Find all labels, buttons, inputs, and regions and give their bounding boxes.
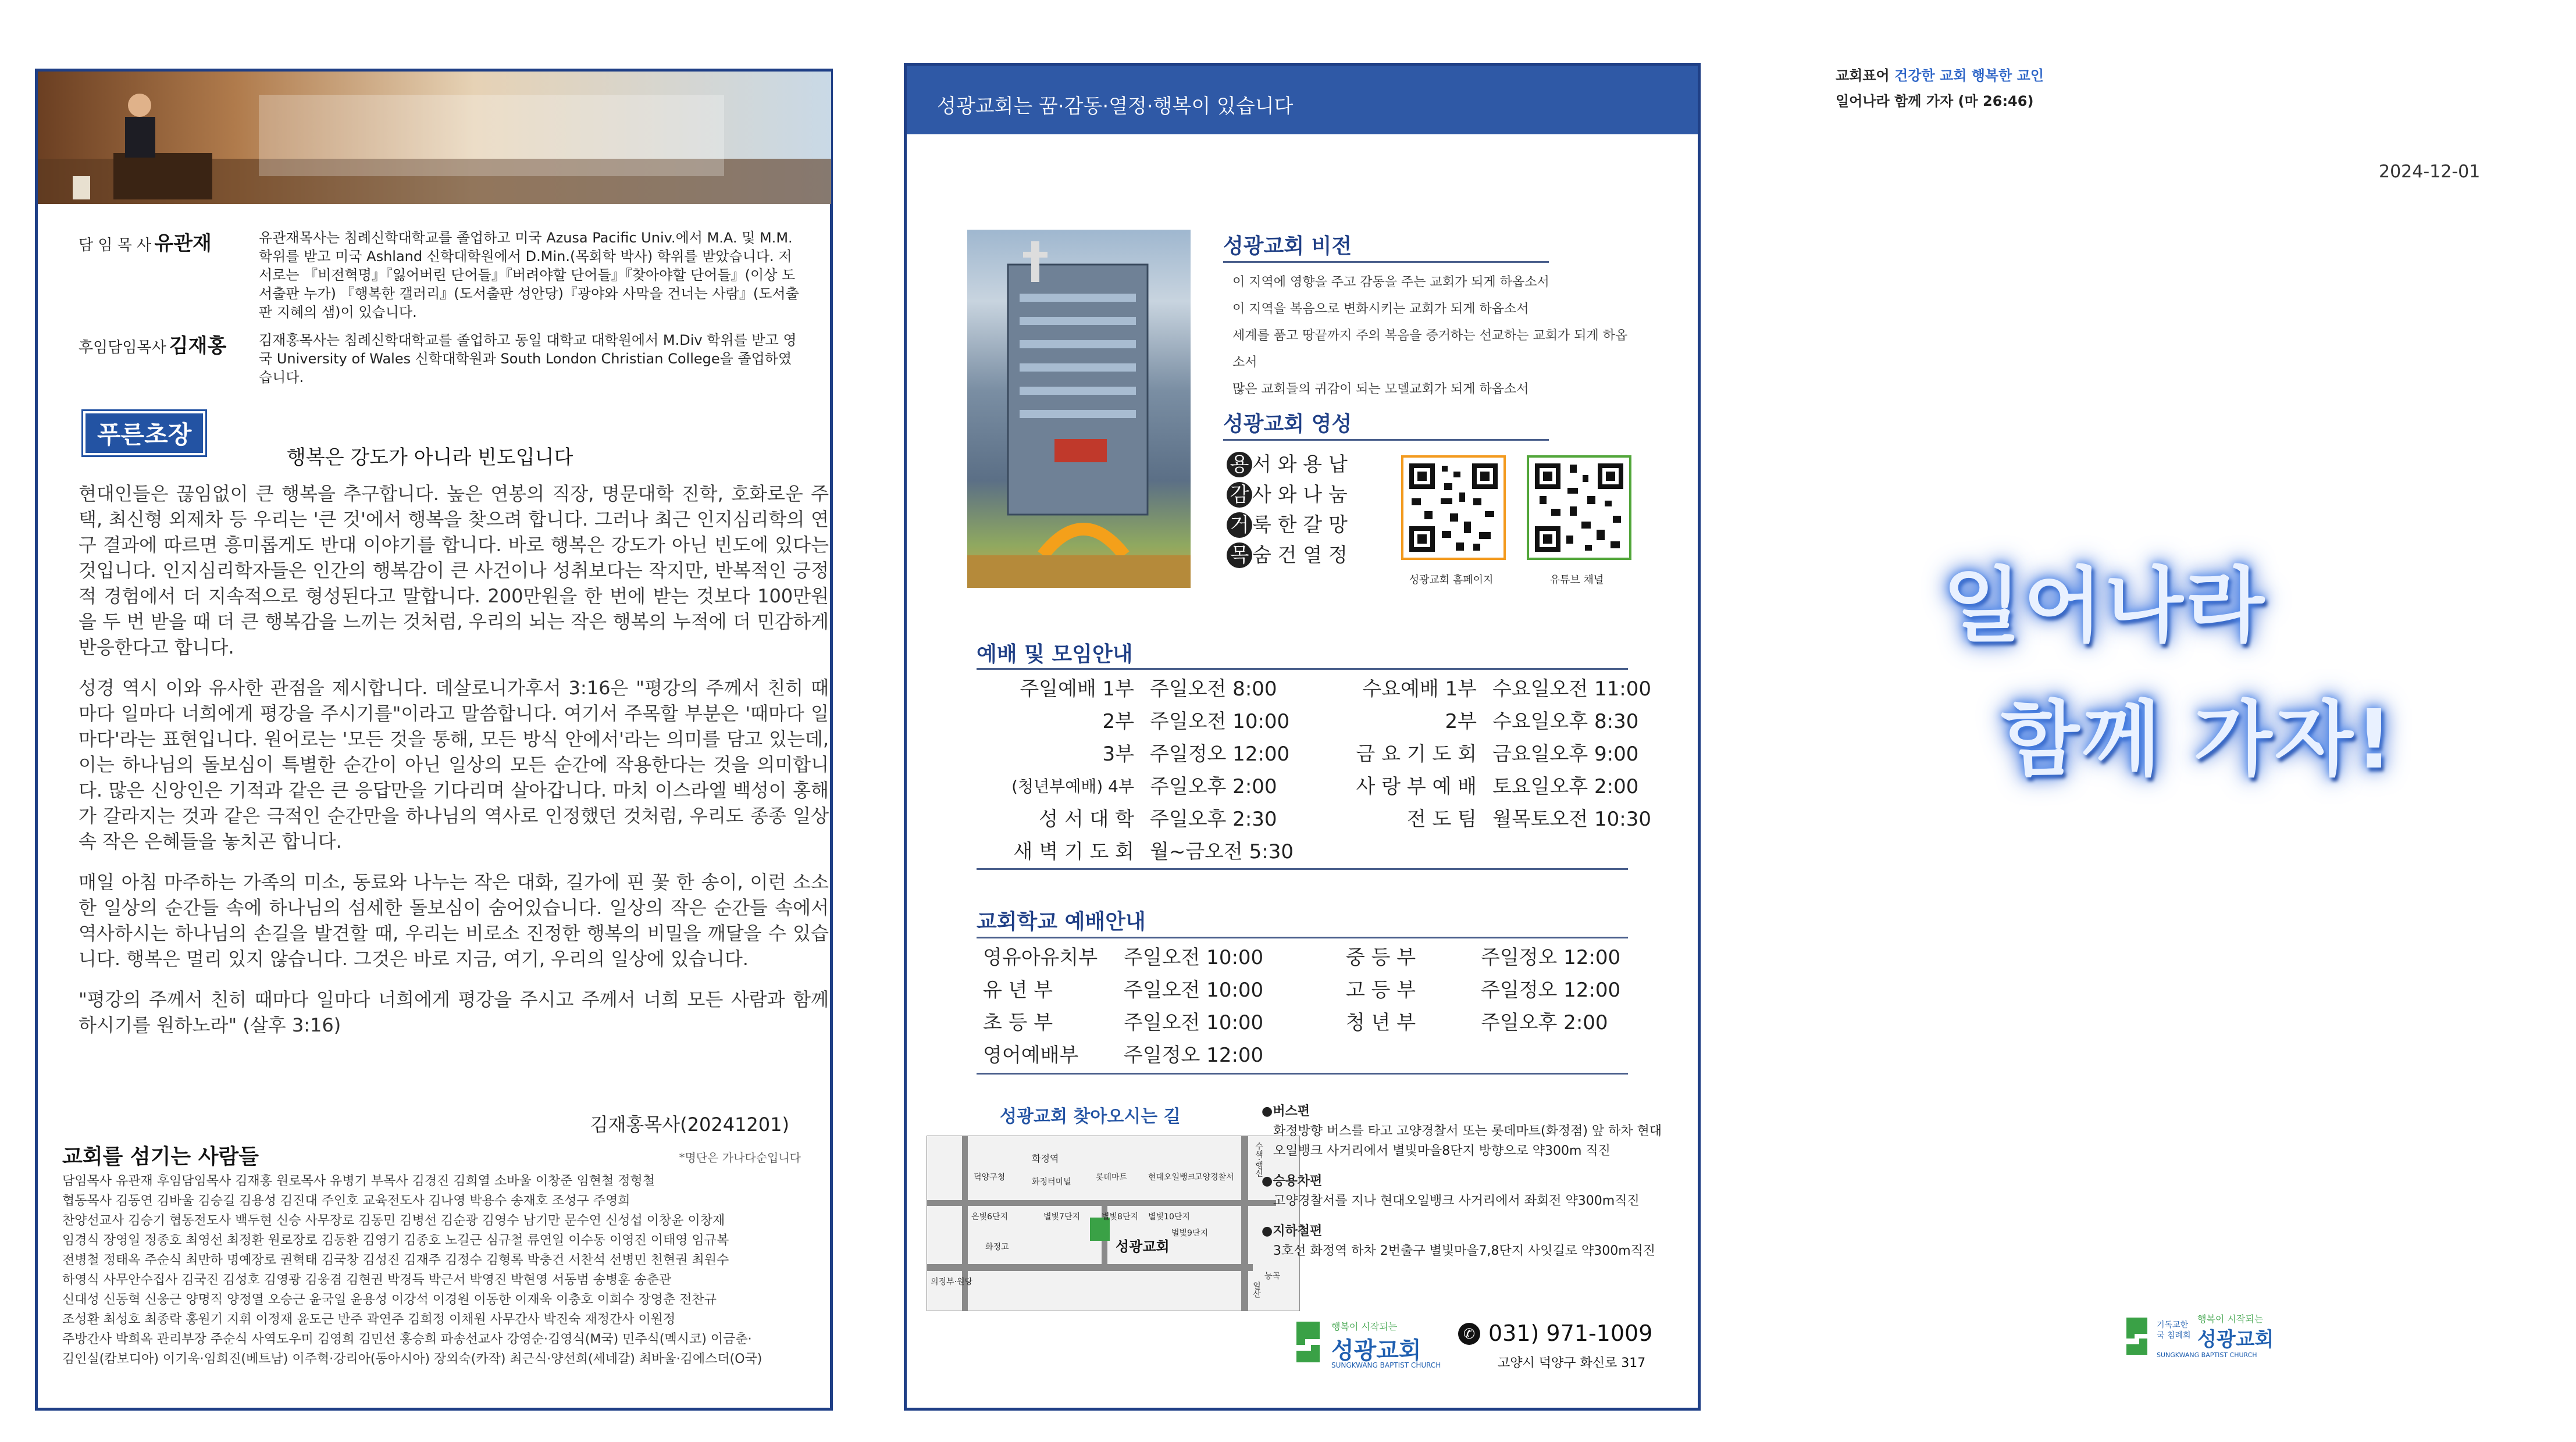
table-row	[982, 1039, 1621, 1072]
cell: 사 랑 부 예 배	[1356, 775, 1477, 798]
youtube-qr-label: 유튜브 채널	[1549, 574, 1604, 586]
cell: 수요일오전 11:00	[1492, 677, 1652, 701]
staff-line: 전병철 정태옥 주순식 최만하 명예장로 권혁태 김국창 김성진 김재주 김정수 김형록 박충건 서찬석 선병민 천현권 최원수	[62, 1253, 729, 1268]
essay-paragraph: 성경 역시 이와 유사한 관점을 제시합니다. 데살로니가후서 3:16은 "평강의 주께서 친히 때마다 일마다 너희에게 평강을 주시기를"이라고 말씀합니다. 여기서 주목할 부분은 '때마다 일마다'라는 표현입니다. 원어로는 '모든 것을 통해, 모든 방식 안에서'라는 의미를 담고 있는데, 이는 하나님의 돌보심이 특별한 순간이 아닌 일상의 모든 순간에 작용한다는 것을 의미합니다. 많은 신앙인은 기적과 같은 큰 응답만을 기다리며 살아갑니다. 마치 이스라엘 백성이 홍해가 갈라지는 것과 같은 극적인 순간만을 하나님의 역사로 인정했던 것처럼, 우리도 종종 일상 속 작은 은혜들을 놓치곤 합니다.	[79, 677, 829, 852]
directions-text	[1262, 1102, 1663, 1261]
map-label: 능곡	[1264, 1272, 1281, 1281]
subway-text: 3호선 화정역 하차 2번출구 별빛마을7,8단지 사잇길로 약300m직진	[1273, 1244, 1656, 1258]
map-label: 현대오일뱅크	[1148, 1173, 1196, 1182]
spirit-title: 성광교회 영성	[1223, 412, 1352, 436]
table-row	[982, 1006, 1621, 1039]
spirit-char: 감	[1227, 482, 1252, 508]
successor-label: 후임담임목사	[79, 339, 166, 356]
motto-prefix: 교회표어	[1836, 67, 1890, 84]
school-rule-top	[977, 937, 1628, 938]
pastor-bio: 유관재목사는 침례신학대학교를 졸업하고 미국 Azusa Pacific Univ.에서 M.A. 및 M.M. 학위를 받고 미국 Ashland 신학대학원에서 D.Min.(목회학 박사) 학위를 받았습니다. 저서로는 『비전혁명』『잃어버린 단어들』『버려야할 단어들』『찾아야할 단어들』(이상 도서출판 누가) 『행복한 갤러리』(도서출판 성안당)『광야와 사막을 건너는 사람』(도서출판 지혜의 샘)이 있습니다.	[259, 230, 799, 320]
map-label: 화정터미널	[1032, 1177, 1071, 1187]
worship-rule-top	[977, 668, 1628, 670]
map-label: 수색·행신	[1254, 1142, 1263, 1177]
cell: 주일오전 8:00	[1150, 677, 1277, 701]
cell: 월목토오전 10:30	[1492, 808, 1652, 831]
footer-logo-english: SUNGKWANG BAPTIST CHURCH	[2157, 1351, 2257, 1359]
map-label: 별빛10단지	[1148, 1212, 1190, 1222]
staff-line: 조성환 최성호 최종락 홍원기 지휘 이정재 윤도근 반주 곽연주 김희정 이채원 사무간사 박진숙 재정간사 이원정	[62, 1312, 676, 1327]
vision-list	[1232, 269, 1628, 403]
school-title: 교회학교 예배안내	[977, 910, 1146, 934]
cell: 청 년 부	[1346, 1011, 1416, 1034]
staff-line: 하영식 사무안수집사 김국진 김성호 김영광 김웅겸 김현권 박경득 박근서 박영진 박현영 서동범 송병훈 송춘관	[62, 1273, 672, 1287]
cell: 금 요 기 도 회	[1356, 743, 1477, 766]
vision-item: 이 지역에 영향을 주고 감동을 주는 교회가 되게 하옵소서	[1232, 275, 1549, 290]
pastor-column-panel	[35, 69, 833, 1411]
youtube-qr-code[interactable]	[1527, 455, 1631, 560]
vision-item: 이 지역을 복음으로 변화시키는 교회가 되게 하옵소서	[1232, 302, 1529, 316]
essay-title: 행복은 강도가 아니라 빈도입니다	[287, 446, 573, 469]
essay-body	[79, 481, 829, 1053]
essay-paragraph: 매일 아침 마주하는 가족의 미소, 동료와 나누는 작은 대화, 길가에 핀 꽃 한 송이, 이런 소소한 일상의 순간들 속에 하나님의 섬세한 돌보심이 숨어있습니다. 일상의 작은 순간들 속에서 역사하시는 하나님의 손길을 발견할 때, 우리는 비로소 진정한 행복의 비밀을 깨달을 수 있습니다. 행복은 멀리 있지 않습니다. 그것은 바로 지금, 여기, 우리의 일상에 있습니다.	[79, 871, 829, 970]
table-row	[977, 738, 1652, 770]
vision-item: 많은 교회들의 귀감이 되는 모델교회가 되게 하옵소서	[1232, 382, 1529, 397]
church-logo-icon	[1291, 1316, 1326, 1368]
spirit-text: 사 와 나 눔	[1252, 483, 1348, 506]
bus-title: ●버스편	[1262, 1104, 1310, 1119]
cell: 영어예배부	[983, 1044, 1079, 1067]
logo-english: SUNGKWANG BAPTIST CHURCH	[1331, 1361, 1441, 1369]
subway-title: ●지하철편	[1262, 1224, 1323, 1238]
staff-line: 담임목사 유관재 후임담임목사 김재홍 원로목사 유병기 부목사 김경진 김희열 소바울 이창준 임현철 정형철	[62, 1174, 655, 1188]
school-table	[982, 941, 1621, 1072]
car-text: 고양경찰서를 지나 현대오일뱅크 사거리에서 좌회전 약300m직진	[1273, 1194, 1640, 1208]
map-label: 의정부·원당	[931, 1277, 973, 1287]
cell	[1325, 836, 1492, 868]
cell: 금요일오후 9:00	[1492, 743, 1639, 766]
map-label: 화정역	[1032, 1153, 1059, 1164]
location-map[interactable]	[927, 1136, 1300, 1311]
cell: 주일오후 2:00	[1150, 775, 1277, 798]
cell: 주일오전 10:00	[1124, 1011, 1264, 1034]
panel-header: 성광교회는 꿈·감동·열정·행복이 있습니다	[907, 66, 1698, 134]
homepage-qr-label: 성광교회 홈페이지	[1409, 574, 1494, 586]
cell	[1345, 1039, 1480, 1072]
cell: (청년부예배) 4부	[1011, 777, 1134, 796]
cell	[1492, 836, 1652, 868]
spirit-char: 목	[1227, 542, 1252, 568]
cell: 주일정오 12:00	[1150, 743, 1290, 766]
church-address: 고양시 덕양구 화신로 317	[1498, 1356, 1646, 1370]
cell: 유 년 부	[983, 979, 1053, 1002]
worship-title: 예배 및 모임안내	[977, 643, 1133, 666]
spirit-text: 룩 한 갈 망	[1252, 513, 1348, 537]
cell: 주일예배 1부	[1020, 677, 1134, 701]
pastor-label: 담 임 목 사	[79, 237, 152, 254]
phone-icon: ✆	[1458, 1323, 1480, 1345]
spirit-row	[1227, 540, 1348, 570]
essay-signature: 김재홍목사(20241201)	[590, 1113, 789, 1136]
map-label: 덕양구청	[974, 1173, 1006, 1182]
cell: 주일오전 10:00	[1150, 710, 1290, 733]
directions-title: 성광교회 찾아오시는 길	[1000, 1107, 1181, 1127]
map-road	[927, 1264, 1253, 1271]
cell: 중 등 부	[1346, 946, 1416, 969]
spirit-rule	[1223, 439, 1549, 441]
spirit-list	[1227, 449, 1348, 570]
cell: 주일정오 12:00	[1124, 1044, 1264, 1067]
spirit-row	[1227, 449, 1348, 480]
church-building-photo	[967, 230, 1191, 588]
spirit-row	[1227, 480, 1348, 510]
phone-number[interactable]: 031) 971-1009	[1488, 1320, 1653, 1346]
bus-text: 화정방향 버스를 타고 고양경찰서 또는 롯데마트(화정점) 앞 하차 현대오일뱅크 사거리에서 별빛마을8단지 방향으로 약300m 직진	[1273, 1124, 1662, 1158]
cell: 고 등 부	[1346, 979, 1416, 1002]
spirit-char: 거	[1227, 512, 1252, 538]
map-label: 별빛9단지	[1171, 1229, 1209, 1238]
staff-note: *명단은 가나다순입니다	[679, 1151, 801, 1165]
cell: 새 벽 기 도 회	[1013, 840, 1134, 863]
column-badge: 푸른초장	[83, 411, 205, 455]
footer-logo-icon	[2123, 1313, 2151, 1359]
essay-verse: "평강의 주께서 친히 때마다 일마다 너희에게 평강을 주시고 주께서 너희 모든 사람과 함께 하시기를 원하노라" (살후 3:16)	[79, 988, 829, 1036]
school-rule-bottom	[977, 1073, 1628, 1075]
pastor-name: 유관재	[154, 232, 212, 255]
cell: 2부	[1445, 710, 1477, 733]
staff-title: 교회를 섬기는 사람들	[62, 1145, 259, 1169]
map-church-label: 성광교회	[1116, 1238, 1170, 1255]
logo-motto: 행복이 시작되는	[1331, 1321, 1398, 1332]
slogan-line-1: 일어나라	[1943, 559, 2267, 654]
worship-rule-bottom	[977, 868, 1628, 870]
cell: 초 등 부	[983, 1011, 1053, 1034]
map-label: 롯데마트	[1096, 1173, 1128, 1182]
cell: 토요일오후 2:00	[1492, 775, 1639, 798]
spirit-row	[1227, 510, 1348, 540]
essay-paragraph: 현대인들은 끊임없이 큰 행복을 추구합니다. 높은 연봉의 직장, 명문대학 진학, 호화로운 주택, 최신형 외제차 등 우리는 '큰 것'에서 행복을 찾으려 합니다. 그러나 최근 인지심리학의 연구 결과에 따르면 흥미롭게도 반대 이야기를 합니다. 바로 행복은 강도가 아닌 빈도에 있다는 것입니다. 인지심리학자들은 인간의 행복감이 큰 사건이나 성취보다는 작지만, 반복적인 긍정적 경험에서 더 지속적으로 형성된다고 말합니다. 200만원을 한 번에 받는 것보다 100만원을 두 번 받을 때 더 큰 행복감을 느끼는 것처럼, 우리의 뇌는 작은 행복의 누적에 더 민감하게 반응한다고 합니다.	[79, 483, 829, 658]
cell: 주일오후 2:00	[1481, 1011, 1608, 1034]
cell: 성 서 대 학	[1039, 808, 1134, 831]
table-row	[977, 836, 1652, 868]
cell: 전 도 팀	[1406, 808, 1477, 831]
footer-logo-motto: 행복이 시작되는	[2197, 1313, 2264, 1325]
map-label: 화정고	[985, 1243, 1009, 1252]
map-label: 일산	[1252, 1282, 1261, 1298]
cell: 주일정오 12:00	[1481, 979, 1621, 1002]
cell: 2부	[1102, 710, 1134, 733]
cell: 주일오전 10:00	[1124, 946, 1264, 969]
staff-line: 김인실(캄보디아) 이기욱·임희진(베트남) 이주혁·강리아(동아시아) 장외숙(카작) 최근식·양선희(세네갈) 최바울·김에스더(O국)	[62, 1352, 763, 1366]
staff-line: 신대성 신동혁 신웅근 양명직 양정열 오승근 윤국일 윤용성 이강석 이경원 이동한 이재욱 이충호 이희수 장영춘 전찬규	[62, 1293, 717, 1307]
map-label: 별빛8단지	[1102, 1212, 1139, 1222]
table-row	[977, 705, 1652, 738]
homepage-qr-code[interactable]	[1401, 455, 1506, 560]
table-row	[977, 770, 1652, 803]
motto-highlight: 건강한 교회 행복한 교인	[1894, 67, 2044, 84]
cell	[1480, 1039, 1621, 1072]
cell: 주일오후 2:30	[1150, 808, 1277, 831]
pastor-role	[79, 227, 212, 256]
cell: 영유아유치부	[983, 946, 1098, 969]
staff-line: 주방간사 박희옥 관리부장 주순식 사역도우미 김영희 김민선 홍승희 파송선교사 강영순·김영식(M국) 민주식(멕시코) 이금춘·	[62, 1332, 752, 1347]
cell: 주일오전 10:00	[1124, 979, 1264, 1002]
successor-role	[79, 330, 226, 358]
vision-rule	[1223, 261, 1549, 263]
spirit-text: 서 와 용 납	[1252, 453, 1348, 476]
motto-line-2: 일어나라 함께 가자 (마 26:46)	[1836, 93, 2034, 109]
map-label: 별빛7단지	[1043, 1212, 1081, 1222]
bulletin-date: 2024-12-01	[2379, 162, 2481, 182]
footer-logo-tag: 기독교한국 침례회	[2157, 1320, 2191, 1340]
car-title: ●승용차편	[1262, 1174, 1323, 1188]
map-label: 은빛6단지	[971, 1212, 1009, 1222]
church-info-panel	[904, 63, 1701, 1411]
vision-title: 성광교회 비전	[1223, 234, 1352, 258]
table-row	[977, 803, 1652, 836]
successor-bio: 김재홍목사는 침례신학대학교를 졸업하고 동일 대학교 대학원에서 M.Div 학위를 받고 영국 University of Wales 신학대학원과 South London Christian College을 졸업하였습니다.	[259, 332, 797, 386]
cell: 수요일오후 8:30	[1492, 710, 1639, 733]
cell: 수요예배 1부	[1362, 677, 1477, 701]
successor-name: 김재홍	[169, 334, 227, 358]
footer-logo-name: 성광교회	[2197, 1328, 2274, 1351]
cell: 3부	[1102, 743, 1134, 766]
staff-line: 임경식 장영일 정종호 최영선 최정환 원로장로 김동환 김영기 김종호 노길근 심규철 류연일 이수동 이영진 이태영 임규복	[62, 1233, 729, 1248]
logo-name: 성광교회	[1331, 1337, 1421, 1364]
slogan-line-2: 함께 가자!	[2001, 693, 2395, 787]
vision-item: 세계를 품고 땅끝까지 주의 복음을 증거하는 선교하는 교회가 되게 하옵소서	[1232, 329, 1628, 370]
spirit-char: 용	[1227, 452, 1252, 477]
table-row	[977, 673, 1652, 705]
motto-line-1	[1836, 64, 2044, 84]
table-row	[982, 941, 1621, 974]
table-row	[982, 974, 1621, 1006]
pastor-preaching-photo	[38, 72, 831, 204]
staff-line: 협동목사 김동연 김바울 김승길 김용성 김진대 주인호 교육전도사 김나영 박용수 송재호 조성구 주영희	[62, 1194, 630, 1208]
staff-list	[62, 1172, 818, 1369]
staff-line: 찬양선교사 김승기 협동전도사 백두현 신승 사무장로 김동민 김병선 김순광 김영수 남기만 문수연 신성섭 이창윤 이창재	[62, 1213, 725, 1228]
cell: 주일정오 12:00	[1481, 946, 1621, 969]
spirit-text: 숨 건 열 정	[1252, 544, 1348, 567]
worship-table	[977, 673, 1652, 868]
map-road	[1241, 1136, 1248, 1311]
cell: 월~금오전 5:30	[1150, 840, 1294, 863]
map-label: 고양경찰서	[1195, 1173, 1234, 1182]
